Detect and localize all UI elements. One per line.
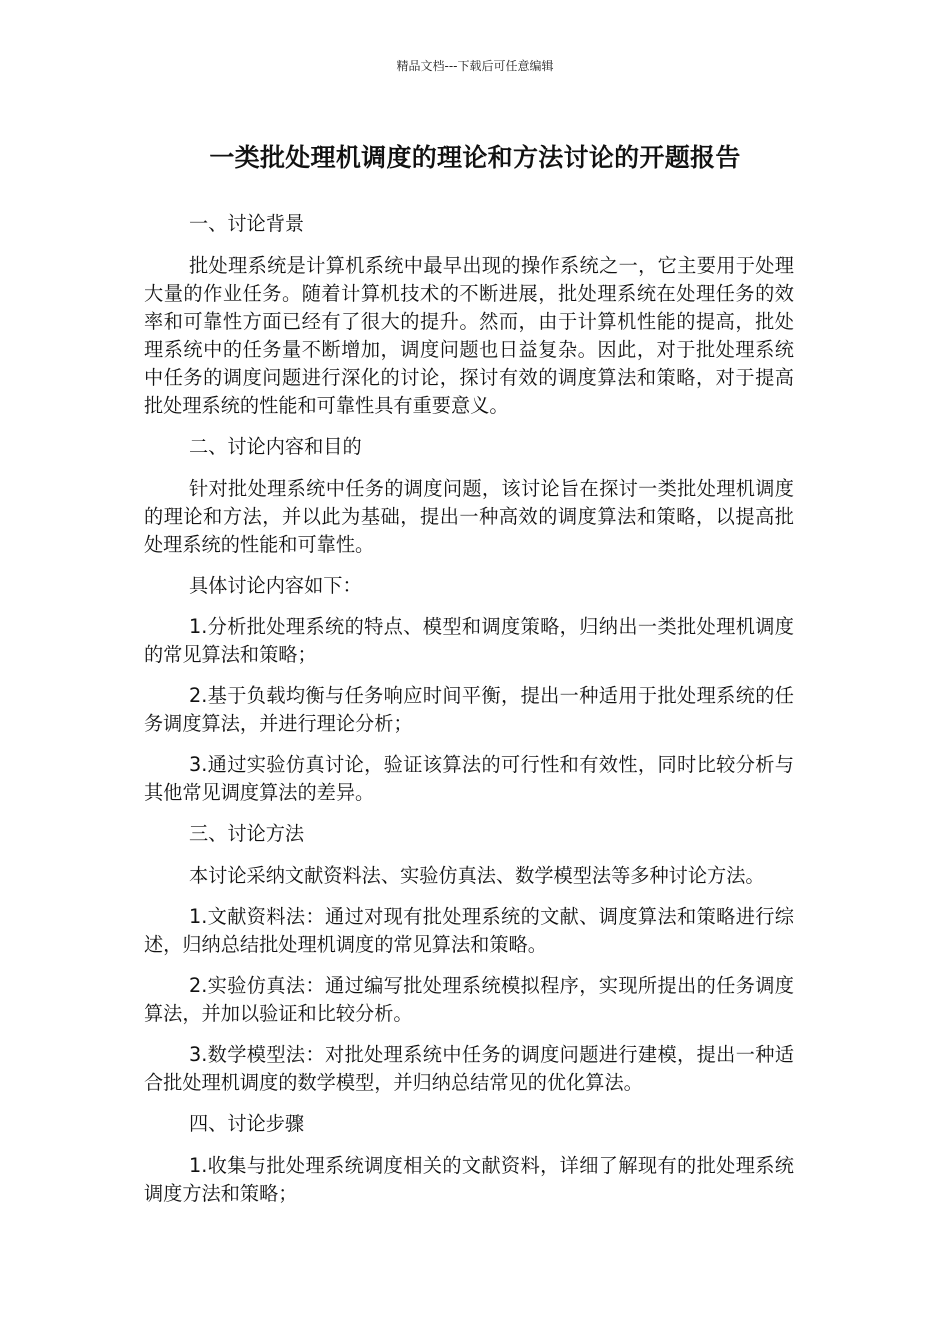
section-heading-steps: 四、讨论步骤 bbox=[189, 1112, 305, 1135]
list-item-method-2: 2.实验仿真法：通过编写批处理系统模拟程序，实现所提出的任务调度算法，并加以验证和比较分析。 bbox=[144, 974, 794, 1025]
list-item-content-2: 2.基于负载均衡与任务响应时间平衡，提出一种适用于批处理系统的任务调度算法，并进行理论分析； bbox=[144, 684, 794, 735]
list-item-content-1: 1.分析批处理系统的特点、模型和调度策略，归纳出一类批处理机调度的常见算法和策略； bbox=[144, 615, 794, 666]
paragraph-background: 批处理系统是计算机系统中最早出现的操作系统之一，它主要用于处理大量的作业任务。随着计算机技术的不断进展，批处理系统在处理任务的效率和可靠性方面已经有了很大的提升。然而，由于计算机性能的提高，批处理系统中的任务量不断增加，调度问题也日益复杂。因此，对于批处理系统中任务的调度问题进行深化的讨论，探讨有效的调度算法和策略，对于提高批处理系统的性能和可靠性具有重要意义。 bbox=[144, 254, 794, 417]
section-heading-methods: 三、讨论方法 bbox=[189, 822, 305, 845]
list-item-step-1: 1.收集与批处理系统调度相关的文献资料，详细了解现有的批处理系统调度方法和策略； bbox=[144, 1154, 794, 1205]
list-item-method-1: 1.文献资料法：通过对现有批处理系统的文献、调度算法和策略进行综述，归纳总结批处理机调度的常见算法和策略。 bbox=[144, 905, 794, 956]
list-item-content-3: 3.通过实验仿真讨论，验证该算法的可行性和有效性，同时比较分析与其他常见调度算法的差异。 bbox=[144, 753, 794, 804]
paragraph-content-intro: 具体讨论内容如下： bbox=[189, 574, 362, 597]
section-heading-background: 一、讨论背景 bbox=[189, 212, 305, 235]
header-watermark: 精品文档---下载后可任意编辑 bbox=[396, 59, 554, 73]
list-item-method-3: 3.数学模型法：对批处理系统中任务的调度问题进行建模，提出一种适合批处理机调度的数学模型，并归纳总结常见的优化算法。 bbox=[144, 1043, 794, 1094]
document-body bbox=[144, 210, 794, 1221]
section-heading-content: 二、讨论内容和目的 bbox=[189, 435, 362, 458]
paragraph-methods: 本讨论采纳文献资料法、实验仿真法、数学模型法等多种讨论方法。 bbox=[189, 864, 765, 887]
paragraph-content: 针对批处理系统中任务的调度问题，该讨论旨在探讨一类批处理机调度的理论和方法，并以此为基础，提出一种高效的调度算法和策略，以提高批处理系统的性能和可靠性。 bbox=[144, 477, 794, 556]
document-title: 一类批处理机调度的理论和方法讨论的开题报告 bbox=[209, 143, 741, 172]
